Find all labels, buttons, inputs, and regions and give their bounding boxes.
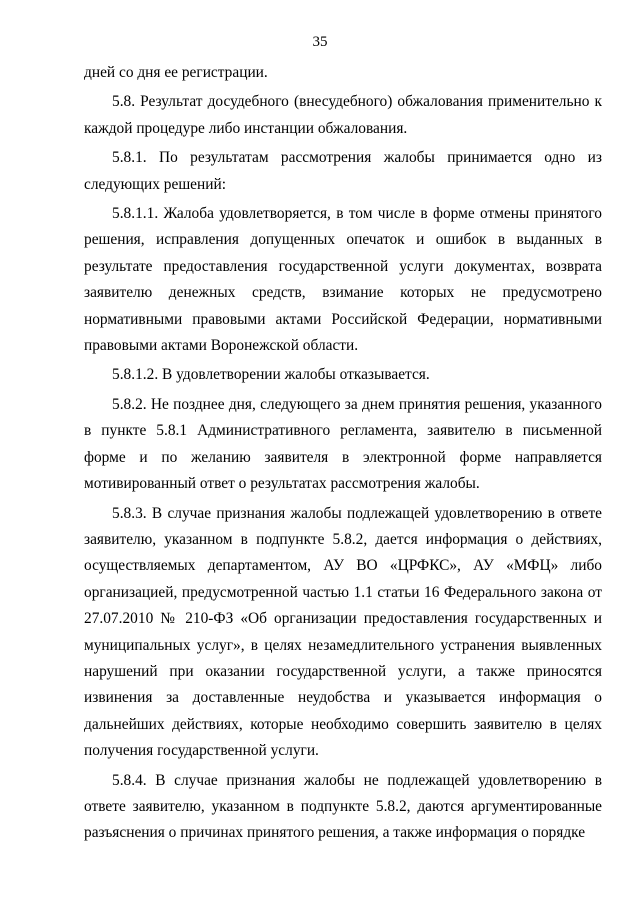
paragraph-continuation: дней со дня ее регистрации.	[84, 64, 268, 81]
paragraph-5-8-4: 5.8.4. В случае признания жалобы не подлежащей удовлетворению в ответе заявителю, указанном в подпункте 5.8.2, даются аргументированные разъяснения о причинах принятого решения, а также информация о порядке	[84, 771, 602, 842]
paragraph-5-8: 5.8. Результат досудебного (внесудебного) обжалования применительно к каждой процедуре либо инстанции обжалования.	[84, 93, 602, 137]
paragraph-5-8-3: 5.8.3. В случае признания жалобы подлежащей удовлетворению в ответе заявителю, указанном в подпункте 5.8.2, дается информация о действиях, осуществляемых департаментом, АУ ВО «ЦРФКС», АУ «МФЦ» либо организацией, предусмотренной частью 1.1 статьи 16 Федерального закона от 27.07.2010 № 210-ФЗ «Об организации предоставления государственных и муниципальных услуг», в целях незамедлительного устранения выявленных нарушений при оказании государственной услуги, а также приносятся извинения за доставленные неудобства и указывается информация о дальнейших действиях, которые необходимо совершить заявителю в целях получения государственной услуги.	[84, 504, 602, 760]
paragraph-5-8-1-2: 5.8.1.2. В удовлетворении жалобы отказывается.	[112, 366, 430, 384]
page-number: 35	[312, 34, 328, 50]
paragraph-5-8-1-1: 5.8.1.1. Жалоба удовлетворяется, в том числе в форме отмены принятого решения, исправления допущенных опечаток и ошибок в выданных в результате предоставления государственной услуги документах, возврата заявителю денежных средств, взимание которых не предусмотрено нормативными правовыми актами Российской Федерации, нормативными правовыми актами Воронежской области.	[84, 205, 602, 355]
paragraph-5-8-1: 5.8.1. По результатам рассмотрения жалобы принимается одно из следующих решений:	[84, 149, 602, 193]
document-body	[84, 60, 602, 847]
paragraph-5-8-2: 5.8.2. Не позднее дня, следующего за днем принятия решения, указанного в пункте 5.8.1 Административного регламента, заявителю в письменной форме и по желанию заявителя в электронной форме направляется мотивированный ответ о результатах рассмотрения жалобы.	[84, 395, 602, 493]
